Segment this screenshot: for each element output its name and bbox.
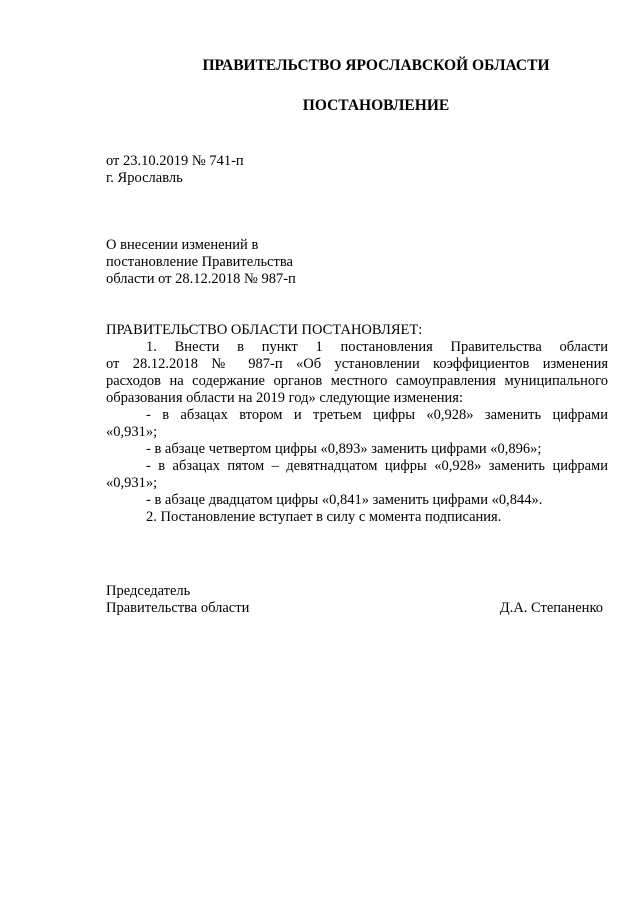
date-number: от 23.10.2019 № 741-п [106,153,244,169]
signature-row [106,600,603,617]
document-type: ПОСТАНОВЛЕНИЕ [302,97,450,114]
item1-line: образования области на 2019 год» следующие изменения: [106,390,463,406]
item1-line: от 28.12.2018 № 987-п «Об установлении коэффициентов изменения [106,356,608,372]
signer-position: Правительства области [106,600,250,616]
change-line: - в абзацах пятом – девятнадцатом цифры «0,928» заменить цифрами [146,458,608,474]
change-line: «0,931»; [106,475,158,491]
change-line: - в абзаце четвертом цифры «0,893» заменить цифрами «0,896»; [146,441,542,457]
change-line: - в абзацах втором и третьем цифры «0,928» заменить цифрами [146,407,608,423]
change-line: - в абзаце двадцатом цифры «0,841» заменить цифрами «0,844». [146,492,543,508]
preamble: ПРАВИТЕЛЬСТВО ОБЛАСТИ ПОСТАНОВЛЯЕТ: [106,322,423,338]
document-subject [106,237,296,288]
subject-line: постановление Правительства [106,254,293,270]
subject-line: области от 28.12.2018 № 987-п [106,271,296,287]
signer-position: Председатель [106,583,191,599]
city: г. Ярославль [106,170,183,186]
signature-block [106,583,603,617]
signer-name: Д.А. Степаненко [499,600,603,616]
item2: 2. Постановление вступает в силу с момента подписания. [146,509,502,525]
item1-line: расходов на содержание органов местного самоуправления муниципального [106,373,608,389]
item1-line: 1. Внести в пункт 1 постановления Правительства области [146,339,608,355]
document-meta [106,153,244,187]
document-body [106,322,608,526]
subject-line: О внесении изменений в [106,237,259,253]
government-title: ПРАВИТЕЛЬСТВО ЯРОСЛАВСКОЙ ОБЛАСТИ [202,57,550,74]
change-line: «0,931»; [106,424,158,440]
